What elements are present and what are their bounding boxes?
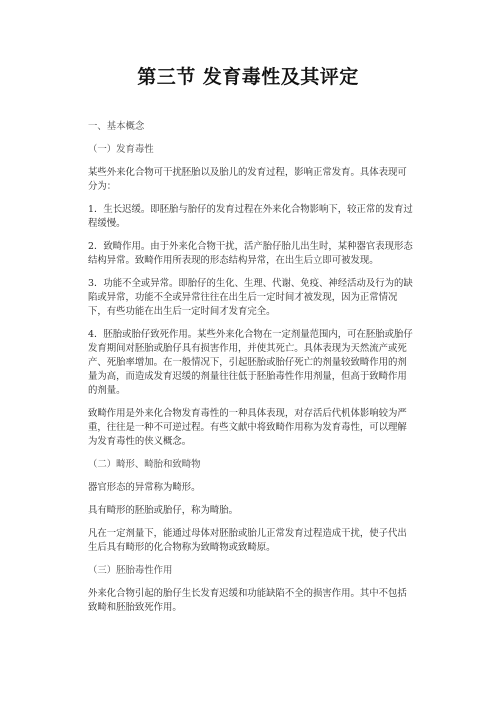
paragraph-embryo-lethality: 4．胚胎或胎仔致死作用。某些外来化合物在一定剂量范围内，可在胚胎或胎仔发育期间对胚胎或胎仔具有损害作用，并使其死亡。具体表现为天然流产或死产、死胎率增加。在一般情况下，引起胚胎或胎仔死亡的剂量较致畸作用的剂量为高，而造成发育迟缓的剂量往往低于胚胎毒性作用剂量，但高于致畸作用的剂量。 — [88, 329, 413, 396]
subsection-heading-malformation: （二）畸形、畸胎和致畸物 — [88, 459, 201, 470]
paragraph-functional-deficiency: 3．功能不全或异常。即胎仔的生化、生理、代谢、免疫、神经活动及行为的缺陷或异常，功能不全或异常往往在出生后一定时间才被发现，因为正常情况下，有些功能在出生后一定时间才发育完全。 — [88, 278, 413, 317]
section-heading-basic-concepts: 一、基本概念 — [88, 121, 145, 132]
paragraph-teratism-definition: 具有畸形的胚胎或胎仔，称为畸胎。 — [88, 505, 239, 516]
page-title: 第三节 发育毒性及其评定 — [137, 66, 359, 88]
paragraph-growth-retardation: 1．生长迟缓。即胚胎与胎仔的发育过程在外来化合物影响下，较正常的发育过程缓慢。 — [88, 204, 413, 229]
paragraph-teratogenic-effect: 2．致畸作用。由于外来化合物干扰，活产胎仔胎儿出生时，某种器官表现形态结构异常。致畸作用所表现的形态结构异常，在出生后立即可被发现。 — [88, 241, 413, 266]
paragraph-teratogenicity-summary: 致畸作用是外来化合物发育毒性的一种具体表现，对存活后代机体影响较为严重，往往是一种不可逆过程。有些文献中将致畸作用称为发育毒性，可以理解为发育毒性的侠义概念。 — [88, 408, 407, 447]
paragraph-teratogen-definition: 凡在一定剂量下，能通过母体对胚胎或胎儿正常发育过程造成干扰，使子代出生后具有畸形的化合物称为致畸物或致畸原。 — [88, 528, 407, 553]
subsection-heading-embryotoxicity: （三）胚胎毒性作用 — [88, 565, 173, 576]
subsection-heading-developmental-toxicity: （一）发育毒性 — [88, 144, 154, 155]
document-body — [88, 120, 414, 624]
paragraph-malformation-definition: 器官形态的异常称为畸形。 — [88, 482, 201, 493]
paragraph-intro: 某些外来化合物可干扰胚胎以及胎儿的发育过程，影响正常发育。具体表现可分为： — [88, 167, 407, 192]
paragraph-embryotoxicity-definition: 外来化合物引起的胎仔生长发育迟缓和功能缺陷不全的损害作用。其中不包括致畸和胚胎致死作用。 — [88, 588, 407, 613]
